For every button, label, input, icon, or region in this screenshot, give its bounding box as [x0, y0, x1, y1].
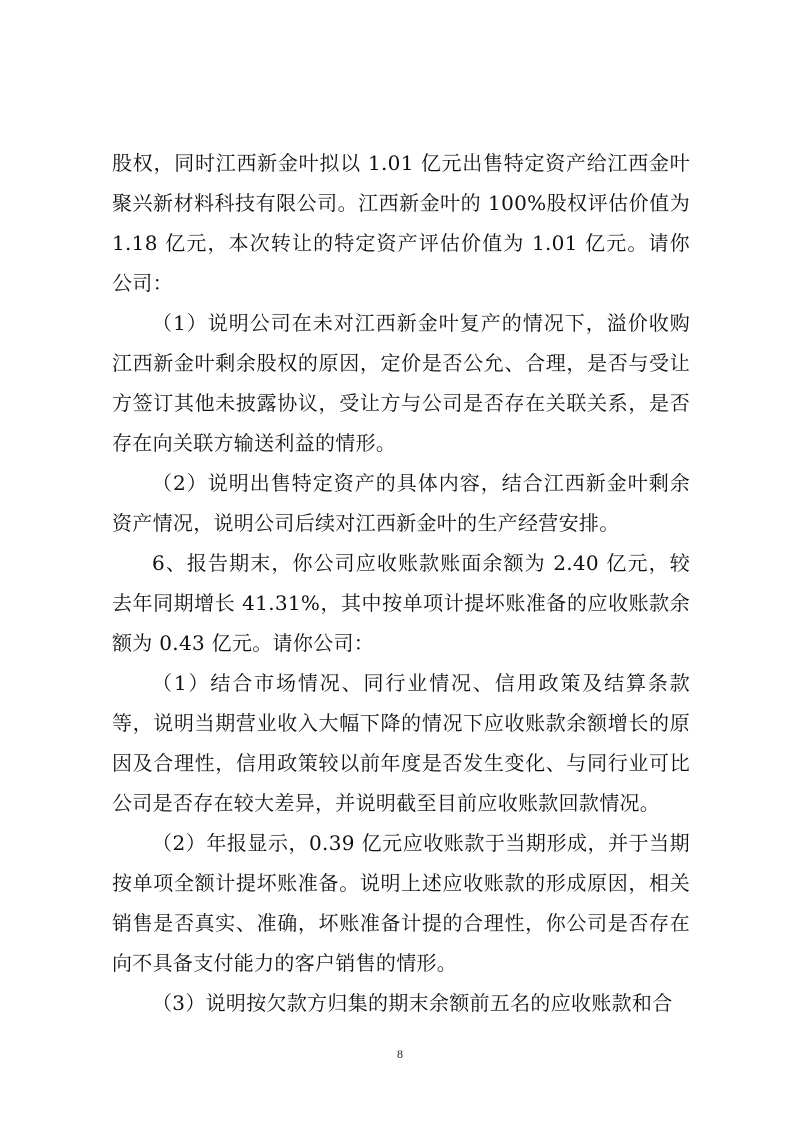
page-number: 8 [397, 1047, 403, 1061]
paragraph-question-6-receivables: 6、报告期末，你公司应收账款账面余额为 2.40 亿元，较去年同期增长 41.31%，其中按单项计提坏账准备的应收账款余额为 0.43 亿元。请你公司： [112, 551, 690, 655]
document-body [112, 143, 690, 1023]
paragraph-item-1-receivables-growth: （1）结合市场情况、同行业情况、信用政策及结算条款等，说明当期营业收入大幅下降的情况下应收账款余额增长的原因及合理性，信用政策较以前年度是否发生变化、与同行业可比公司是否存在较大差异，并说明截至目前应收账款回款情况。 [112, 671, 690, 815]
paragraph-equity-transfer: 股权，同时江西新金叶拟以 1.01 亿元出售特定资产给江西金叶聚兴新材料科技有限公司。江西新金叶的 100%股权评估价值为 1.18 亿元，本次转让的特定资产评估价值为 1.01 亿元。请你公司： [112, 151, 690, 295]
paragraph-item-2-asset-sale: （2）说明出售特定资产的具体内容，结合江西新金叶剩余资产情况，说明公司后续对江西新金叶的生产经营安排。 [112, 471, 690, 535]
paragraph-item-3-top-five: （3）说明按欠款方归集的期末余额前五名的应收账款和合 [152, 991, 673, 1015]
paragraph-item-1-premium-acquisition: （1）说明公司在未对江西新金叶复产的情况下，溢价收购江西新金叶剩余股权的原因，定价是否公允、合理，是否与受让方签订其他未披露协议，受让方与公司是否存在关联关系，是否存在向关联方输送利益的情形。 [112, 311, 690, 455]
paragraph-item-2-bad-debt: （2）年报显示，0.39 亿元应收账款于当期形成，并于当期按单项全额计提坏账准备。说明上述应收账款的形成原因，相关销售是否真实、准确，坏账准备计提的合理性，你公司是否存在向不具备支付能力的客户销售的情形。 [112, 831, 690, 975]
